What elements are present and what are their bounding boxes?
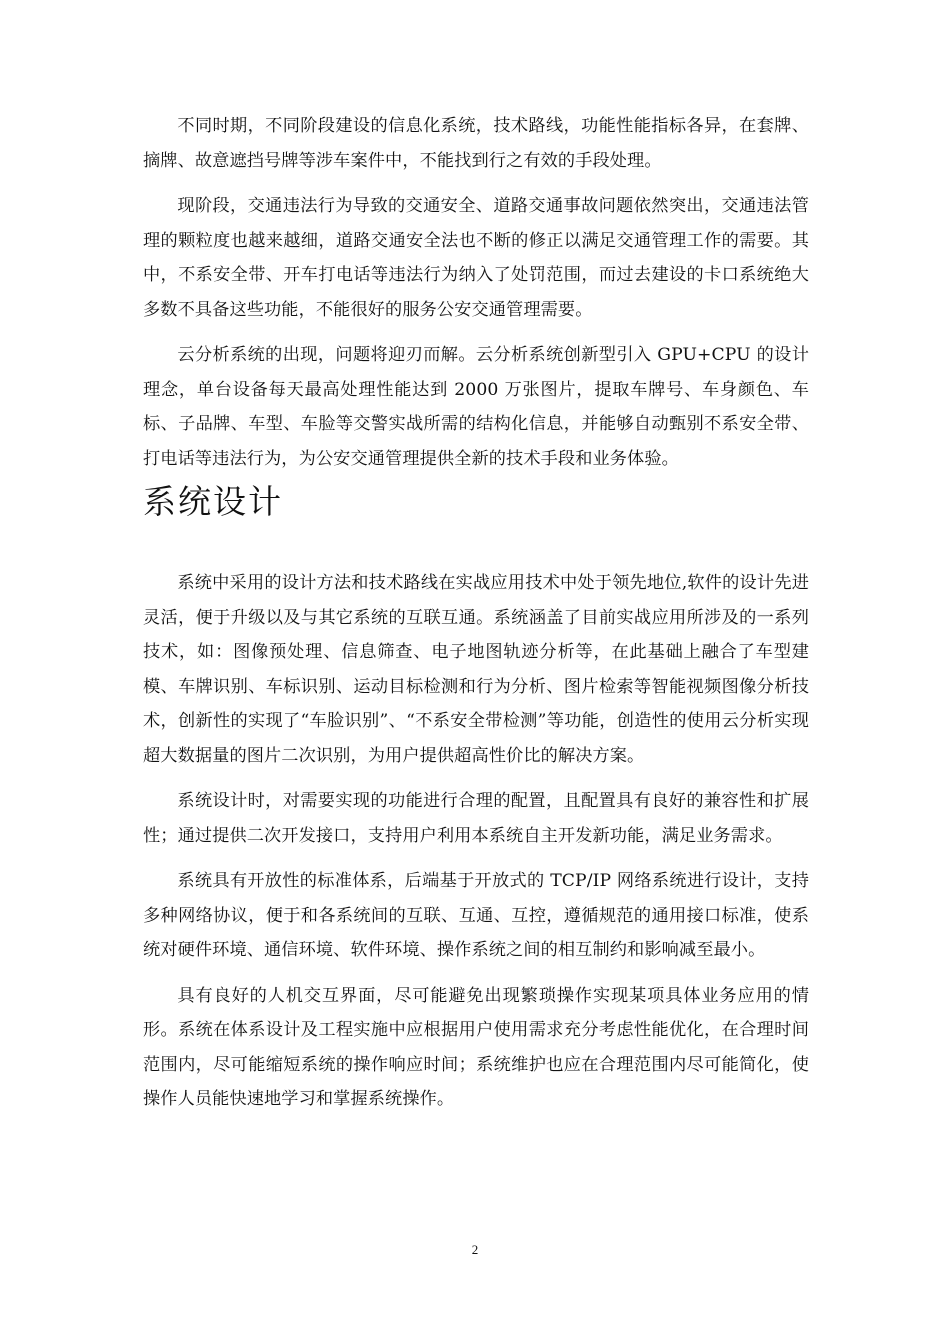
intro-paragraph-1: 不同时期，不同阶段建设的信息化系统，技术路线，功能性能指标各异，在套牌、摘牌、故意遮挡号牌等涉车案件中，不能找到行之有效的手段处理。	[143, 116, 809, 171]
design-paragraph-1: 系统中采用的设计方法和技术路线在实战应用技术中处于领先地位,软件的设计先进灵活，便于升级以及与其它系统的互联互通。系统涵盖了目前实战应用所涉及的一系列技术，如：图像预处理、信息筛查、电子地图轨迹分析等，在此基础上融合了车型建模、车牌识别、车标识别、运动目标检测和行为分析、图片检索等智能视频图像分析技术，创新性的实现了“车脸识别”、“不系安全带检测”等功能，创造性的使用云分析实现超大数据量的图片二次识别，为用户提供超高性价比的解决方案。	[143, 573, 809, 766]
design-paragraph-3: 系统具有开放性的标准体系，后端基于开放式的 TCP/IP 网络系统进行设计，支持多种网络协议，便于和各系统间的互联、互通、互控，遵循规范的通用接口标准，使系统对硬件环境、通信环境、软件环境、操作系统之间的相互制约和影响减至最小。	[143, 871, 809, 960]
intro-paragraph-2: 现阶段，交通违法行为导致的交通安全、道路交通事故问题依然突出，交通违法管理的颗粒度也越来越细，道路交通安全法也不断的修正以满足交通管理工作的需要。其中，不系安全带、开车打电话等违法行为纳入了处罚范围，而过去建设的卡口系统绝大多数不具备这些功能，不能很好的服务公安交通管理需要。	[143, 196, 809, 320]
system-design-section	[143, 566, 809, 1117]
page-number: 2	[471, 1242, 479, 1257]
page-content	[143, 109, 809, 1117]
section-heading: 系统设计	[143, 482, 283, 521]
intro-paragraph-3: 云分析系统的出现，问题将迎刃而解。云分析系统创新型引入 GPU+CPU 的设计理念，单台设备每天最高处理性能达到 2000 万张图片，提取车牌号、车身颜色、车标、子品牌、车型、车脸等交警实战所需的结构化信息，并能够自动甄别不系安全带、打电话等违法行为，为公安交通管理提供全新的技术手段和业务体验。	[143, 345, 809, 469]
design-paragraph-2: 系统设计时，对需要实现的功能进行合理的配置，且配置具有良好的兼容性和扩展性；通过提供二次开发接口，支持用户利用本系统自主开发新功能，满足业务需求。	[143, 791, 809, 846]
intro-section	[143, 109, 809, 476]
design-paragraph-4: 具有良好的人机交互界面，尽可能避免出现繁琐操作实现某项具体业务应用的情形。系统在体系设计及工程实施中应根据用户使用需求充分考虑性能优化，在合理时间范围内，尽可能缩短系统的操作响应时间；系统维护也应在合理范围内尽可能简化，使操作人员能快速地学习和掌握系统操作。	[143, 985, 809, 1109]
